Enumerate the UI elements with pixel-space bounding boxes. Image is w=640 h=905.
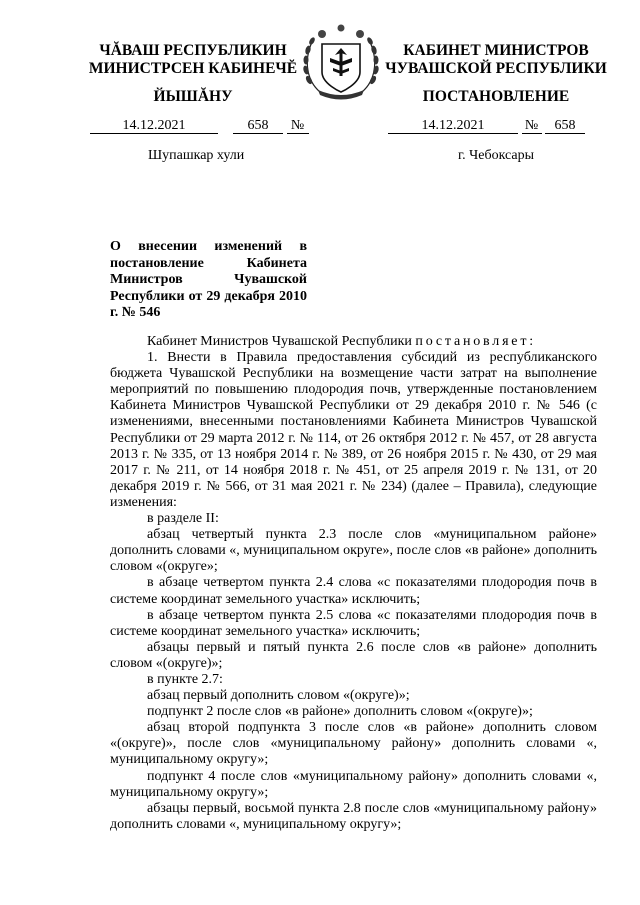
intro-paragraph	[110, 334, 597, 350]
body-paragraph: абзац первый дополнить словом «(округе)»;	[147, 688, 410, 704]
registration-right-number: 658	[545, 118, 585, 134]
coat-of-arms-icon	[300, 22, 382, 102]
registration-left-no-sign: №	[287, 118, 309, 134]
registration-right	[388, 118, 585, 134]
header-right-line1: КАБИНЕТ МИНИСТРОВ	[403, 42, 589, 59]
body-paragraph: абзац четвертый пункта 2.3 после слов «муниципальном районе» дополнить словами «, муниципальном округе», после слов «в районе» дополнить словом «(округе»;	[110, 527, 597, 575]
doc-kind-left: ЙЫШĂНУ	[153, 88, 233, 105]
header-left-authority	[82, 42, 304, 78]
registration-left-number: 658	[233, 118, 283, 134]
document-body	[110, 334, 597, 833]
header-left-line1: ЧĂВАШ РЕСПУБЛИКИН	[99, 42, 287, 59]
registration-right-date: 14.12.2021	[388, 118, 518, 134]
intro-verb: постановляет:	[415, 334, 536, 349]
body-paragraph: абзацы первый и пятый пункта 2.6 после слов «в районе» дополнить словом «(округе)»;	[110, 639, 597, 671]
intro-lead: Кабинет Министров Чувашской Республики	[147, 334, 412, 349]
body-paragraph: абзац второй подпункта 3 после слов «в районе» дополнить словом «(округе)», после слов «муниципальному району» дополнить словами «, муниципальному округу»;	[110, 720, 597, 768]
document-title: О внесении изменений в постановление Кабинета Министров Чувашской Республики от 29 декабря 2010 г. № 546	[110, 239, 307, 320]
body-paragraph: в разделе II:	[147, 511, 219, 527]
city-right: г. Чебоксары	[458, 148, 535, 163]
header-right-line2: ЧУВАШСКОЙ РЕСПУБЛИКИ	[385, 60, 607, 77]
header-left-line2: МИНИСТРСЕН КАБИНЕЧĔ	[88, 60, 298, 77]
body-paragraph: в абзаце четвертом пункта 2.5 слова «с показателями плодородия почв в системе координат земельного участка» исключить;	[110, 607, 597, 639]
body-paragraph: подпункт 4 после слов «муниципальному району» дополнить словами «, муниципальному округу»;	[110, 768, 597, 800]
header-right-authority	[385, 42, 607, 78]
registration-right-no-sign: №	[522, 118, 542, 134]
registration-left	[90, 118, 309, 134]
body-paragraph: в пункте 2.7:	[147, 671, 223, 687]
body-paragraph: подпункт 2 после слов «в районе» дополнить словом «(округе)»;	[147, 704, 533, 720]
body-paragraph: абзацы первый, восьмой пункта 2.8 после слов «муниципальному району» дополнить словами «, муниципальному округу»;	[110, 800, 597, 832]
body-paragraph: в абзаце четвертом пункта 2.4 слова «с показателями плодородия почв в системе координат земельного участка» исключить;	[110, 575, 597, 607]
doc-kind-right: ПОСТАНОВЛЕНИЕ	[422, 88, 570, 105]
city-left: Шупашкар хули	[148, 148, 245, 163]
body-paragraph: 1. Внести в Правила предоставления субсидий из республиканского бюджета Чувашской Республики на возмещение части затрат на выполнение мероприятий по повышению плодородия почв, утвержденные постановлением Кабинета Министров Чувашской Республики от 29 декабря 2010 г. № 546 (с изменениями, внесенными постановлениями Кабинета Министров Чувашской Республики от 29 марта 2012 г. № 114, от 26 октября 2012 г. № 457, от 28 августа 2013 г. № 335, от 13 ноября 2014 г. № 389, от 26 ноября 2015 г. № 430, от 29 мая 2017 г. № 211, от 14 ноября 2018 г. № 451, от 25 апреля 2019 г. № 131, от 20 декабря 2019 г. № 566, от 31 мая 2021 г. № 234) (далее – Правила), следующие изменения:	[110, 350, 597, 510]
registration-left-date: 14.12.2021	[90, 118, 218, 134]
